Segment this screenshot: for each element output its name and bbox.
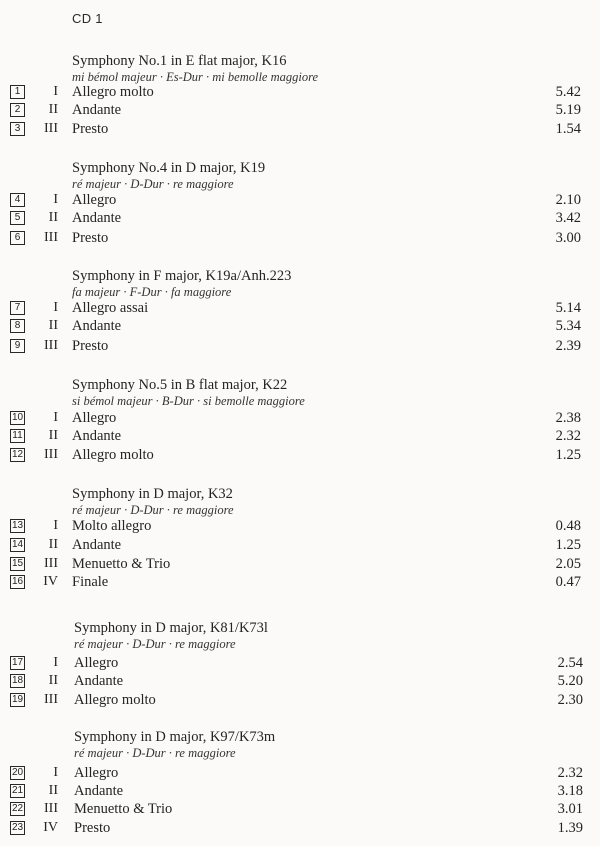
track-duration: 0.47 <box>555 574 581 590</box>
movement-name: Allegro <box>74 655 119 671</box>
movement-numeral: I <box>53 765 58 780</box>
track-duration: 1.54 <box>555 121 581 137</box>
movement-name: Menuetto & Trio <box>74 801 173 817</box>
movement-name: Andante <box>72 318 122 334</box>
movement-name: Presto <box>72 338 109 354</box>
track-duration: 2.38 <box>555 410 581 426</box>
track-row[interactable] <box>0 692 600 710</box>
track-number-box: 3 <box>10 122 25 136</box>
track-duration: 5.19 <box>555 102 581 118</box>
track-duration: 2.10 <box>555 192 581 208</box>
track-duration: 2.32 <box>557 765 583 781</box>
track-duration: 2.39 <box>555 338 581 354</box>
track-number-box: 11 <box>10 429 25 443</box>
track-duration: 5.34 <box>555 318 581 334</box>
track-row[interactable] <box>0 300 600 318</box>
movement-name: Presto <box>74 820 111 836</box>
movement-name: Andante <box>72 537 122 553</box>
movement-numeral: I <box>53 655 58 670</box>
symphony-key-subtitle: fa majeur · F-Dur · fa maggiore <box>72 285 232 299</box>
track-row[interactable] <box>0 783 600 801</box>
track-number-box: 7 <box>10 301 25 315</box>
track-row[interactable] <box>0 537 600 555</box>
movement-numeral: III <box>44 692 58 707</box>
track-row[interactable] <box>0 230 600 248</box>
movement-numeral: I <box>53 192 58 207</box>
movement-name: Andante <box>72 102 122 118</box>
track-number-box: 16 <box>11 576 24 587</box>
movement-name: Andante <box>72 210 122 226</box>
track-number-box: 1 <box>10 85 25 99</box>
track-duration: 3.00 <box>555 230 581 246</box>
movement-numeral: II <box>48 673 58 688</box>
track-number-box: 10 <box>11 412 24 423</box>
track-row[interactable] <box>0 102 600 120</box>
movement-numeral: III <box>44 230 58 245</box>
track-number-box: 4 <box>10 193 25 207</box>
movement-numeral: II <box>48 210 58 225</box>
track-row[interactable] <box>0 518 600 536</box>
track-number-box: 20 <box>11 767 24 778</box>
movement-numeral: II <box>48 783 58 798</box>
movement-name: Presto <box>72 121 109 137</box>
movement-numeral: I <box>53 410 58 425</box>
movement-numeral: II <box>48 428 58 443</box>
movement-numeral: III <box>44 556 58 571</box>
symphony-key-subtitle: ré majeur · D-Dur · re maggiore <box>74 637 236 651</box>
movement-numeral: III <box>44 338 58 353</box>
symphony-title: Symphony in D major, K32 <box>72 486 233 502</box>
movement-name: Andante <box>74 673 124 689</box>
track-row[interactable] <box>0 121 600 139</box>
movement-name: Molto allegro <box>72 518 152 534</box>
movement-name: Allegro <box>74 765 119 781</box>
movement-numeral: I <box>53 84 58 99</box>
movement-numeral: III <box>44 801 58 816</box>
symphony-title: Symphony in D major, K81/K73l <box>74 620 268 636</box>
movement-numeral: I <box>53 518 58 533</box>
track-number-box: 2 <box>10 103 25 117</box>
track-duration: 2.32 <box>555 428 581 444</box>
track-row[interactable] <box>0 447 600 465</box>
track-duration: 1.25 <box>555 447 581 463</box>
symphony-key-subtitle: ré majeur · D-Dur · re maggiore <box>72 177 234 191</box>
track-number-box: 21 <box>11 785 24 796</box>
track-row[interactable] <box>0 318 600 336</box>
track-duration: 2.30 <box>557 692 583 708</box>
track-row[interactable] <box>0 556 600 574</box>
track-row[interactable] <box>0 84 600 102</box>
track-row[interactable] <box>0 210 600 228</box>
symphony-title: Symphony in F major, K19a/Anh.223 <box>72 268 292 284</box>
track-duration: 1.25 <box>555 537 581 553</box>
track-row[interactable] <box>0 338 600 356</box>
track-row[interactable] <box>0 673 600 691</box>
movement-name: Allegro assai <box>72 300 149 316</box>
movement-name: Menuetto & Trio <box>72 556 171 572</box>
track-number-box: 17 <box>11 657 24 668</box>
cd-heading: CD 1 <box>72 11 103 26</box>
track-number-box: 22 <box>11 803 24 814</box>
track-row[interactable] <box>0 192 600 210</box>
movement-numeral: III <box>44 447 58 462</box>
track-duration: 2.05 <box>555 556 581 572</box>
track-row[interactable] <box>0 765 600 783</box>
symphony-key-subtitle: ré majeur · D-Dur · re maggiore <box>74 746 236 760</box>
track-duration: 2.54 <box>557 655 583 671</box>
track-number-box: 18 <box>11 675 24 686</box>
track-row[interactable] <box>0 820 600 838</box>
movement-name: Andante <box>74 783 124 799</box>
symphony-title: Symphony in D major, K97/K73m <box>74 729 276 745</box>
track-row[interactable] <box>0 574 600 592</box>
movement-numeral: IV <box>43 574 58 589</box>
track-number-box: 19 <box>11 694 24 705</box>
symphony-title: Symphony No.5 in B flat major, K22 <box>72 377 288 393</box>
track-duration: 5.20 <box>557 673 583 689</box>
movement-name: Allegro molto <box>74 692 156 708</box>
track-number-box: 9 <box>10 339 25 353</box>
symphony-title: Symphony No.1 in E flat major, K16 <box>72 53 287 69</box>
track-row[interactable] <box>0 428 600 446</box>
movement-name: Allegro <box>72 410 117 426</box>
movement-name: Presto <box>72 230 109 246</box>
movement-name: Finale <box>72 574 109 590</box>
movement-numeral: I <box>53 300 58 315</box>
movement-name: Allegro molto <box>72 84 154 100</box>
track-number-box: 14 <box>11 539 24 550</box>
track-duration: 3.01 <box>557 801 583 817</box>
track-number-box: 5 <box>10 211 25 225</box>
symphony-key-subtitle: si bémol majeur · B-Dur · si bemolle maggiore <box>72 394 305 408</box>
track-number-box: 12 <box>11 449 24 460</box>
movement-numeral: IV <box>43 820 58 835</box>
movement-numeral: II <box>48 102 58 117</box>
symphony-key-subtitle: mi bémol majeur · Es-Dur · mi bemolle maggiore <box>72 70 319 84</box>
track-duration: 0.48 <box>555 518 581 534</box>
track-duration: 1.39 <box>557 820 583 836</box>
symphony-title: Symphony No.4 in D major, K19 <box>72 160 266 176</box>
track-duration: 5.14 <box>555 300 581 316</box>
track-number-box: 15 <box>11 558 24 569</box>
track-number-box: 8 <box>10 319 25 333</box>
track-duration: 5.42 <box>555 84 581 100</box>
movement-name: Allegro <box>72 192 117 208</box>
track-number-box: 23 <box>11 822 24 833</box>
movement-name: Andante <box>72 428 122 444</box>
symphony-key-subtitle: ré majeur · D-Dur · re maggiore <box>72 503 234 517</box>
movement-numeral: II <box>48 318 58 333</box>
track-row[interactable] <box>0 801 600 819</box>
movement-numeral: II <box>48 537 58 552</box>
movement-numeral: III <box>44 121 58 136</box>
movement-name: Allegro molto <box>72 447 154 463</box>
track-duration: 3.42 <box>555 210 581 226</box>
track-row[interactable] <box>0 655 600 673</box>
track-number-box: 13 <box>11 520 24 531</box>
track-number-box: 6 <box>10 231 25 245</box>
track-row[interactable] <box>0 410 600 428</box>
track-duration: 3.18 <box>557 783 583 799</box>
